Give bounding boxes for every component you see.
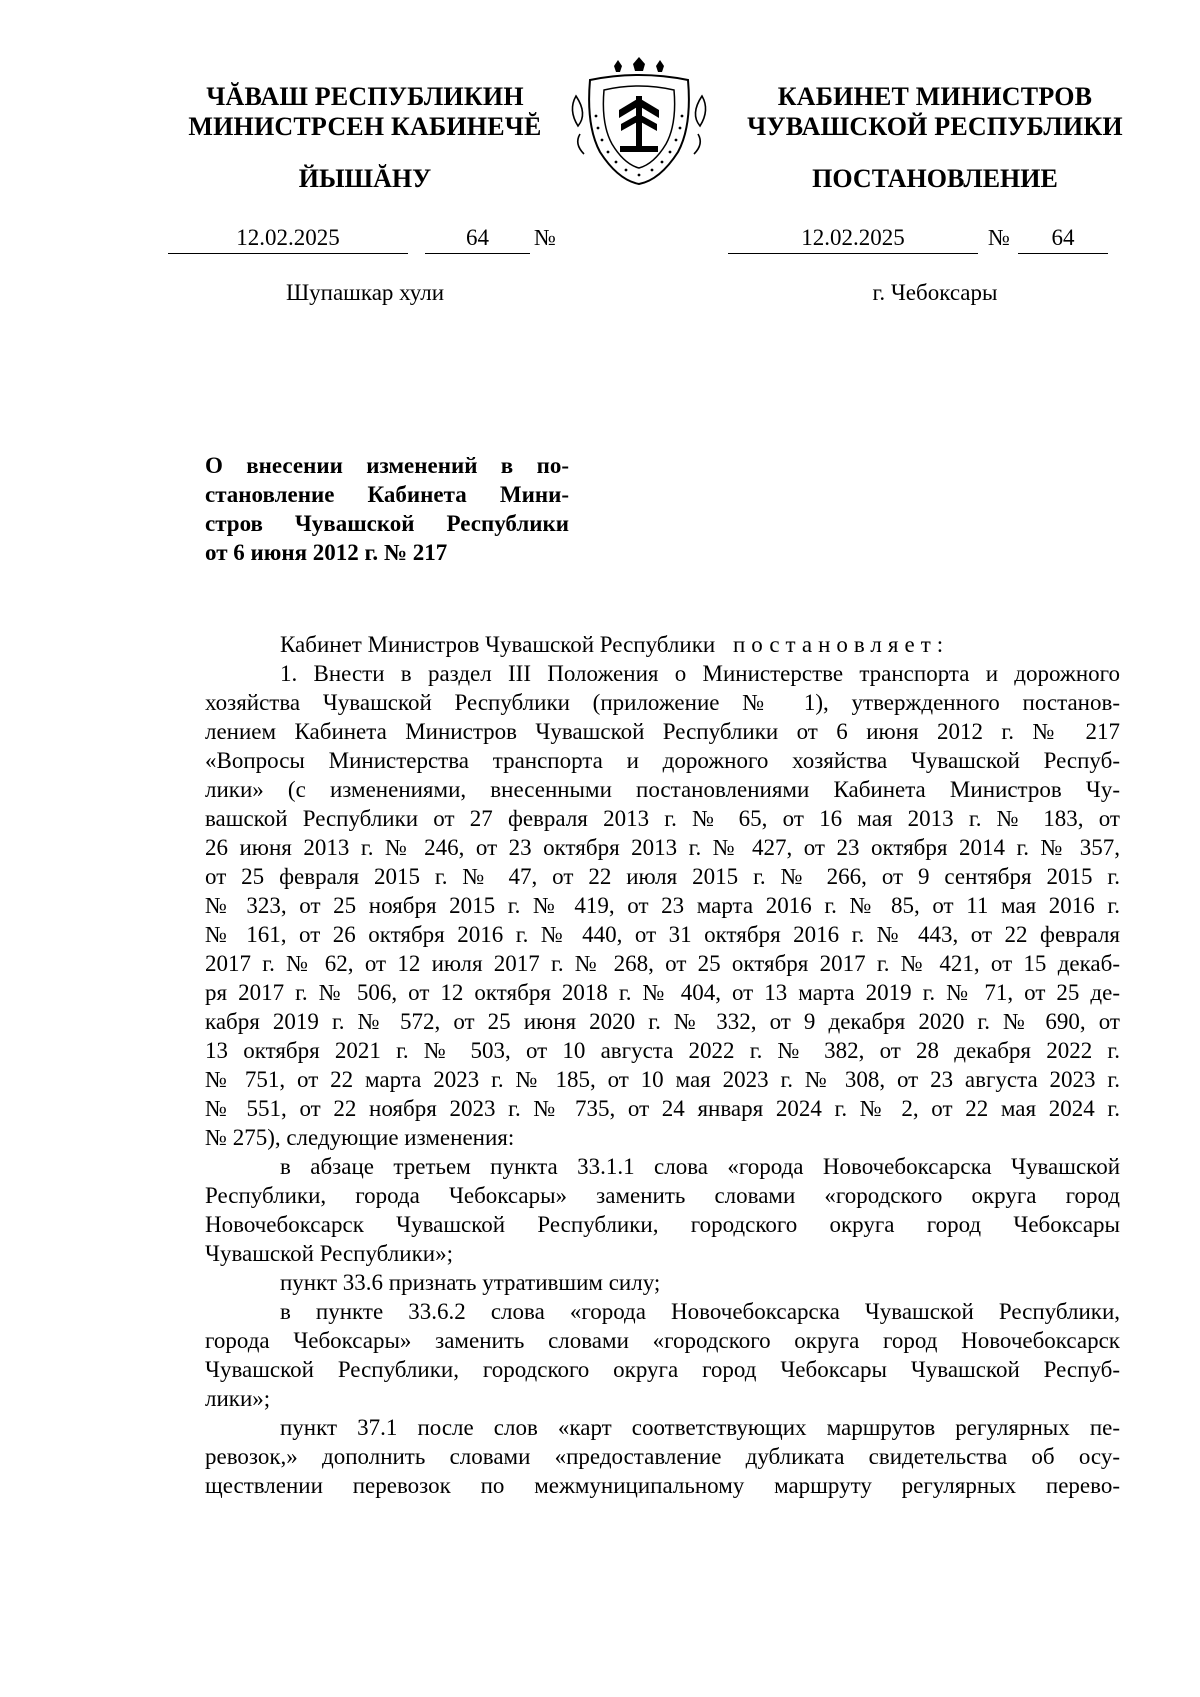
- header-right-org: [715, 82, 1155, 142]
- right-date: 12.02.2025: [801, 225, 905, 250]
- header-left-doc-type: ЙЫШĂНУ: [298, 164, 432, 193]
- body-line: 2017 г. № 62, от 12 июля 2017 г. № 268, от 25 октября 2017 г. № 421, от 15 декаб-: [205, 951, 1120, 976]
- body-line: пункт 37.1 после слов «карт соответствующих маршрутов регулярных пе-: [280, 1415, 1120, 1440]
- header-left-line2: МИНИСТРСЕН КАБИНЕЧĔ: [188, 112, 542, 141]
- left-number: 64: [466, 225, 489, 250]
- body-line: лики»;: [205, 1386, 271, 1411]
- header-right-line1: КАБИНЕТ МИНИСТРОВ: [777, 82, 1093, 111]
- body-line: № 161, от 26 октября 2016 г. № 440, от 31 октября 2016 г. № 443, от 22 февраля: [205, 922, 1120, 947]
- body-line: ревозок,» дополнить словами «предоставление дубликата свидетельства об осу-: [205, 1444, 1120, 1469]
- body-line: Чувашской Республики»;: [205, 1241, 453, 1266]
- right-city: г. Чебоксары: [872, 280, 998, 305]
- right-number-underline: [1018, 253, 1108, 254]
- body-line: хозяйства Чувашской Республики (приложение № 1), утвержденного постанов-: [205, 690, 1120, 715]
- left-date: 12.02.2025: [236, 225, 340, 250]
- title-line-4: от 6 июня 2012 г. № 217: [205, 540, 448, 565]
- body-text: [205, 659, 1120, 1500]
- body-line: ществлении перевозок по межмуниципальному маршруту регулярных перево-: [205, 1473, 1120, 1498]
- body-line: вашской Республики от 27 февраля 2013 г. № 65, от 16 мая 2013 г. № 183, от: [205, 806, 1120, 831]
- body-line: № 275), следующие изменения:: [205, 1125, 515, 1150]
- right-number-sign: №: [988, 225, 1010, 250]
- intro-line: [280, 630, 1120, 659]
- title-line-2: становление Кабинета Мини-: [205, 482, 569, 507]
- body-line: лением Кабинета Министров Чувашской Республики от 6 июня 2012 г. № 217: [205, 719, 1120, 744]
- body-line: 1. Внести в раздел III Положения о Министерстве транспорта и дорожного: [280, 661, 1120, 686]
- intro-text: Кабинет Министров Чувашской Республики: [280, 632, 716, 657]
- body-line: в абзаце третьем пункта 33.1.1 слова «города Новочебоксарска Чувашской: [280, 1154, 1120, 1179]
- body-line: Чувашской Республики, городского округа город Чебоксары Чувашской Респуб-: [205, 1357, 1120, 1382]
- body-line: от 25 февраля 2015 г. № 47, от 22 июля 2015 г. № 266, от 9 сентября 2015 г.: [205, 864, 1120, 889]
- body-line: № 751, от 22 марта 2023 г. № 185, от 10 мая 2023 г. № 308, от 23 августа 2023 г.: [205, 1067, 1120, 1092]
- left-city: Шупашкар хули: [285, 280, 445, 305]
- intro-verb: постановляет:: [732, 632, 950, 657]
- body-line: города Чебоксары» заменить словами «городского округа город Новочебоксарск: [205, 1328, 1120, 1353]
- emblem-icon: [560, 56, 718, 188]
- body-line: кабря 2019 г. № 572, от 25 июня 2020 г. № 332, от 9 декабря 2020 г. № 690, от: [205, 1009, 1120, 1034]
- header-right-line2: ЧУВАШСКОЙ РЕСПУБЛИКИ: [747, 112, 1123, 141]
- header-left-org: [150, 82, 580, 142]
- left-number-underline: [425, 253, 530, 254]
- header-left-line1: ЧĂВАШ РЕСПУБЛИКИН: [206, 82, 524, 111]
- title-line-3: стров Чувашской Республики: [205, 511, 569, 536]
- document-title: [205, 451, 569, 567]
- body-line: Новочебоксарск Чувашской Республики, городского округа город Чебоксары: [205, 1212, 1120, 1237]
- body-line: Республики, города Чебоксары» заменить словами «городского округа город: [205, 1183, 1120, 1208]
- body-line: 13 октября 2021 г. № 503, от 10 августа 2022 г. № 382, от 28 декабря 2022 г.: [205, 1038, 1120, 1063]
- left-number-sign: №: [534, 225, 556, 250]
- title-line-1: О внесении изменений в по-: [205, 453, 569, 478]
- body-line: лики» (с изменениями, внесенными постановлениями Кабинета Министров Чу-: [205, 777, 1120, 802]
- right-date-underline: [728, 253, 978, 254]
- right-number: 64: [1051, 225, 1075, 250]
- body-line: в пункте 33.6.2 слова «города Новочебоксарска Чувашской Республики,: [280, 1299, 1120, 1324]
- header-right-doc-type: ПОСТАНОВЛЕНИЕ: [812, 164, 1058, 193]
- body-line: № 551, от 22 ноября 2023 г. № 735, от 24 января 2024 г. № 2, от 22 мая 2024 г.: [205, 1096, 1120, 1121]
- body-line: № 323, от 25 ноября 2015 г. № 419, от 23 марта 2016 г. № 85, от 11 мая 2016 г.: [205, 893, 1120, 918]
- body-line: «Вопросы Министерства транспорта и дорожного хозяйства Чувашской Респуб-: [205, 748, 1120, 773]
- left-date-underline: [168, 253, 408, 254]
- body-line: пункт 33.6 признать утратившим силу;: [280, 1270, 661, 1295]
- body-line: ря 2017 г. № 506, от 12 октября 2018 г. № 404, от 13 марта 2019 г. № 71, от 25 де-: [205, 980, 1120, 1005]
- body-line: 26 июня 2013 г. № 246, от 23 октября 2013 г. № 427, от 23 октября 2014 г. № 357,: [205, 835, 1120, 860]
